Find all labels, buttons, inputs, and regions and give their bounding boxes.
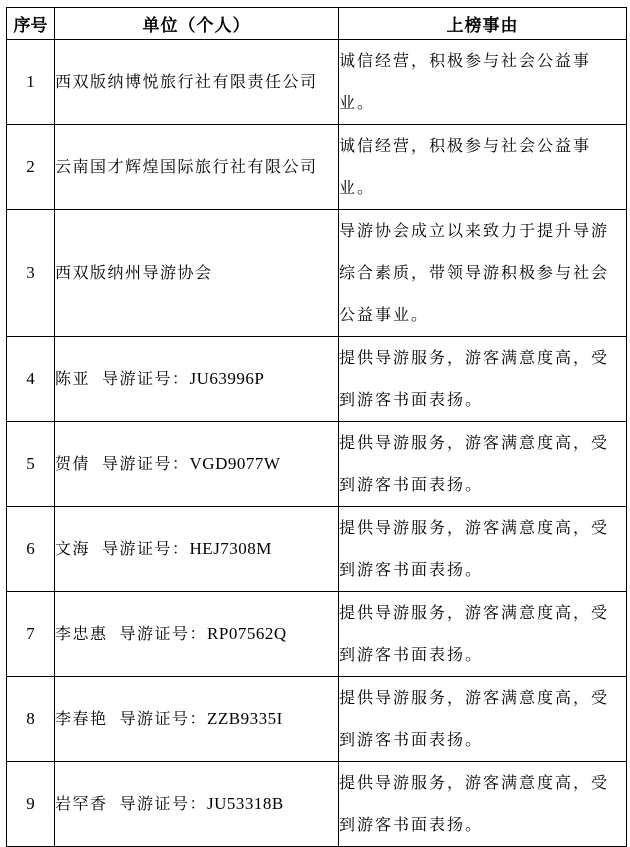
table-row [7, 337, 627, 422]
row-index: 1 [7, 40, 55, 125]
guide-id-value: ZZB9335I [207, 709, 283, 728]
table-row [7, 677, 627, 762]
table-row [7, 125, 627, 210]
guide-id-value: VGD9077W [189, 454, 281, 473]
row-index: 5 [7, 422, 55, 507]
honor-list-table [6, 7, 627, 847]
table-row [7, 507, 627, 592]
row-reason: 提供导游服务，游客满意度高，受到游客书面表扬。 [339, 337, 627, 422]
guide-id-value: HEJ7308M [189, 539, 272, 558]
row-reason: 导游协会成立以来致力于提升导游综合素质，带领导游积极参与社会公益事业。 [339, 210, 627, 337]
row-reason: 提供导游服务，游客满意度高，受到游客书面表扬。 [339, 762, 627, 847]
row-reason: 提供导游服务，游客满意度高，受到游客书面表扬。 [339, 592, 627, 677]
guide-id-value: RP07562Q [207, 624, 287, 643]
table-row [7, 762, 627, 847]
row-reason: 提供导游服务，游客满意度高，受到游客书面表扬。 [339, 422, 627, 507]
table-header-row [7, 8, 627, 40]
row-index: 2 [7, 125, 55, 210]
row-index: 6 [7, 507, 55, 592]
row-unit [55, 422, 339, 507]
guide-name: 李春艳 [55, 709, 108, 728]
row-unit [55, 337, 339, 422]
header-index: 序号 [7, 8, 55, 40]
row-reason: 提供导游服务，游客满意度高，受到游客书面表扬。 [339, 677, 627, 762]
guide-id-value: JU63996P [189, 369, 265, 388]
row-unit: 西双版纳博悦旅行社有限责任公司 [55, 40, 339, 125]
guide-id-label: 导游证号： [102, 454, 190, 473]
row-index: 4 [7, 337, 55, 422]
row-unit: 云南国才辉煌国际旅行社有限公司 [55, 125, 339, 210]
header-unit: 单位（个人） [55, 8, 339, 40]
table-row [7, 40, 627, 125]
row-unit [55, 507, 339, 592]
row-index: 3 [7, 210, 55, 337]
row-index: 9 [7, 762, 55, 847]
row-unit [55, 592, 339, 677]
table-row [7, 210, 627, 337]
row-unit: 西双版纳州导游协会 [55, 210, 339, 337]
header-reason: 上榜事由 [339, 8, 627, 40]
guide-id-label: 导游证号： [119, 709, 208, 728]
row-index: 8 [7, 677, 55, 762]
guide-name: 陈亚 [55, 369, 91, 388]
row-reason: 诚信经营，积极参与社会公益事业。 [339, 125, 627, 210]
row-reason: 诚信经营，积极参与社会公益事业。 [339, 40, 627, 125]
guide-name: 文海 [55, 539, 91, 558]
guide-name: 李忠惠 [55, 624, 108, 643]
table-row [7, 422, 627, 507]
row-index: 7 [7, 592, 55, 677]
row-unit [55, 762, 339, 847]
guide-id-value: JU53318B [207, 794, 284, 813]
guide-name: 贺倩 [55, 454, 91, 473]
guide-id-label: 导游证号： [119, 794, 208, 813]
table-row [7, 592, 627, 677]
guide-id-label: 导游证号： [102, 369, 190, 388]
guide-id-label: 导游证号： [119, 624, 208, 643]
row-unit [55, 677, 339, 762]
row-reason: 提供导游服务，游客满意度高，受到游客书面表扬。 [339, 507, 627, 592]
guide-name: 岩罕香 [55, 794, 108, 813]
guide-id-label: 导游证号： [102, 539, 190, 558]
